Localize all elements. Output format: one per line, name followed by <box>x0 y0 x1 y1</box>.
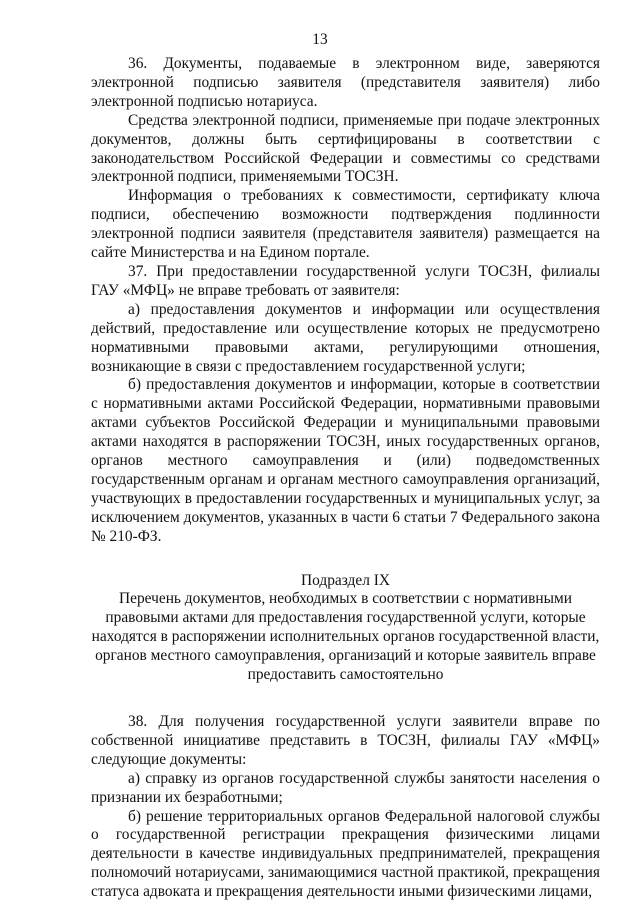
page-number: 13 <box>312 31 328 48</box>
paragraph-37b: б) предоставления документов и информации, которые в соответствии с нормативными актами Российской Федерации, нормативными правовыми актами субъектов Российской Федерации и муниципальными правовыми актами находятся в распоряжении ТОСЗН, иных государственных органов, органов местного самоуправления и (или) подведомственных государственным органам и органам местного самоуправления организаций, участвующих в предоставлении государственных и муниципальных услуг, за исключением документов, указанных в части 6 статьи 7 Федерального закона № 210-ФЗ. <box>91 376 600 545</box>
paragraph-compatibility-info: Информация о требованиях к совместимости, сертификату ключа подписи, обеспечению возможности подтверждения подлинности электронной подписи заявителя (представителя заявителя) размещается на сайте Министерства и на Едином портале. <box>91 187 600 262</box>
spacer <box>91 547 600 572</box>
paragraph-36: 36. Документы, подаваемые в электронном виде, заверяются электронной подписью заявителя (представителя заявителя) либо электронной подписью нотариуса. <box>91 55 600 110</box>
document-body <box>91 55 600 902</box>
paragraph-signature-tools: Средства электронной подписи, применяемые при подаче электронных документов, должны быть сертифицированы в соответствии с законодательством Российской Федерации и совместимы со средствами электронной подписи, применяемыми ТОСЗН. <box>91 111 600 186</box>
subsection-title: Перечень документов, необходимых в соответствии с нормативными правовыми актами для предоставления государственной услуги, которые находятся в распоряжении исполнительных органов государственной власти, органов местного самоуправления, организаций и которые заявитель вправе предоставить самостоятельно <box>91 590 600 684</box>
paragraph-38: 38. Для получения государственной услуги заявители вправе по собственной инициативе представить в ТОСЗН, филиалы ГАУ «МФЦ» следующие документы: <box>91 713 600 768</box>
subsection-label: Подраздел IX <box>301 571 390 589</box>
paragraph-37a: а) предоставления документов и информации или осуществления действий, предоставление или осуществление которых не предусмотрено нормативными правовыми актами, регулирующими отношения, возникающие в связи с предоставлением государственной услуги; <box>91 300 600 375</box>
paragraph-37: 37. При предоставлении государственной услуги ТОСЗН, филиалы ГАУ «МФЦ» не вправе требовать от заявителя: <box>91 262 600 299</box>
paragraph-38a: а) справку из органов государственной службы занятости населения о признании их безработными; <box>91 769 600 806</box>
spacer <box>91 685 600 713</box>
paragraph-38b: б) решение территориальных органов Федеральной налоговой службы о государственной регистрации прекращения физическими лицами деятельности в качестве индивидуальных предпринимателей, прекращения полномочий нотариусами, занимающимися частной практикой, прекращения статуса адвоката и прекращения деятельности иными физическими лицами, <box>91 807 600 901</box>
